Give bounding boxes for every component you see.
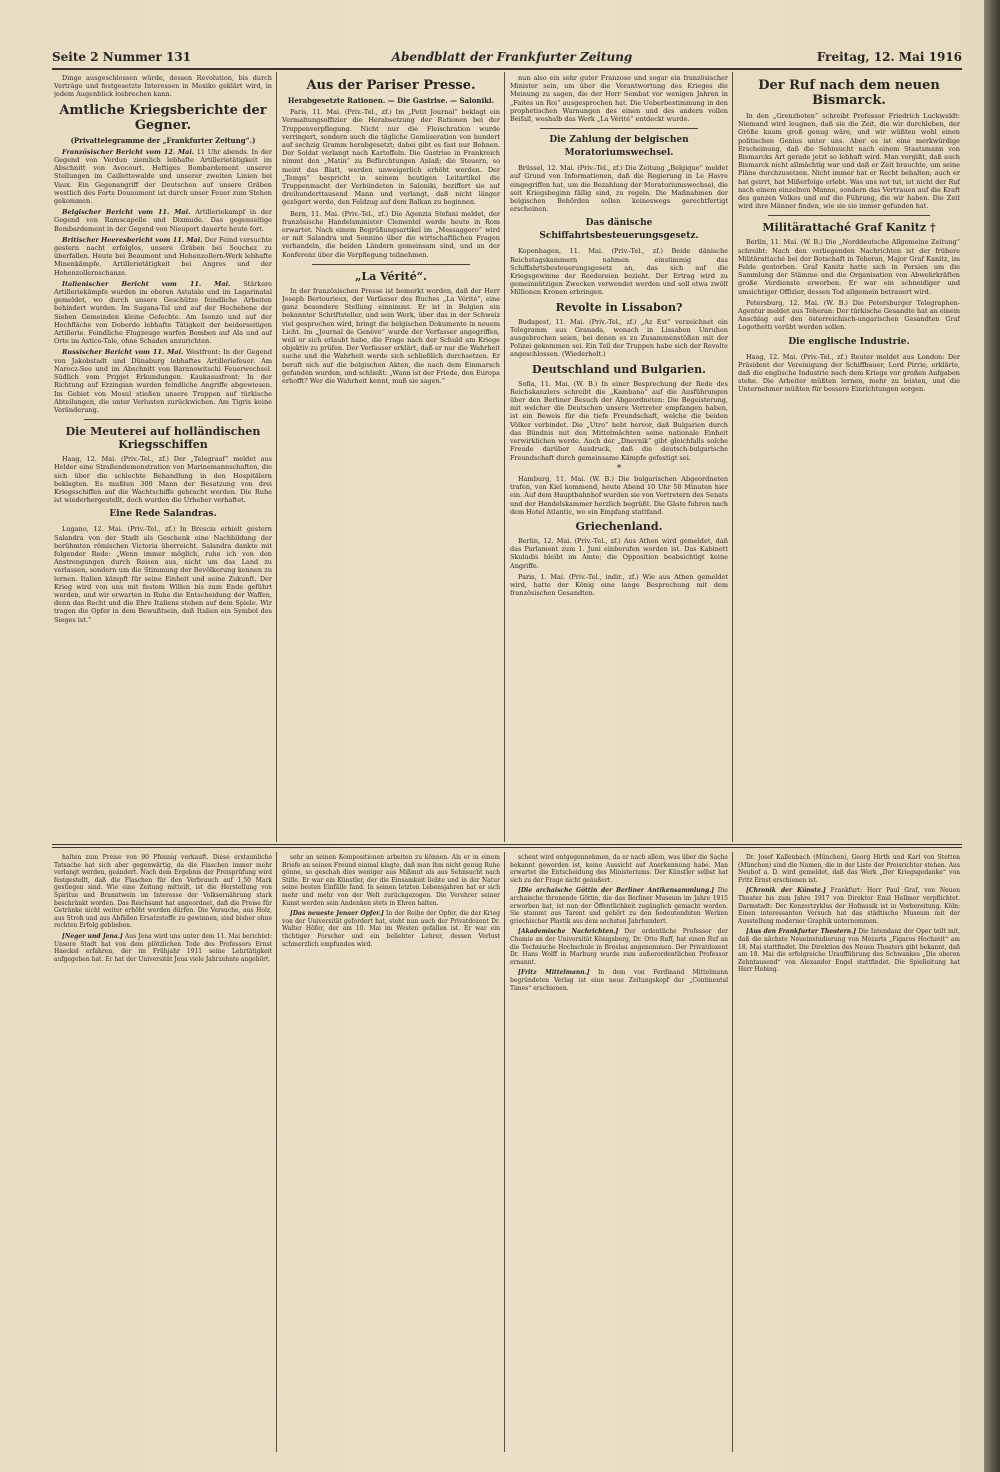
column-3 — [510, 74, 728, 842]
feuilleton-heading: [Neger und Jena.] — [62, 932, 123, 940]
column-1 — [54, 74, 272, 842]
headline-paris-press: Aus der Pariser Presse. — [306, 78, 476, 93]
article-intro: nun also ein sehr guter Franzose und sogar ein französischer Minister sein, um über die Verantwortung des Krieges die Meinung zu sagen, die der Herr Sembat vor wenigen Jahren in „Faites un Roi“ ausgesprochen hat. Die Ueberbestimmung in den prophetischen Warnungen des einen und des andern vollen Beifall, weshalb das Werk „La Vérité“ entdeckt wurde. — [510, 74, 728, 124]
section-text: Stärkere Artilleriekämpfe wurden im oberen Astatale und im Lagarinatal gemeldet, wo durch unsere Geschütze feindliche Arbeiten behindert wurden. Im Sugana-Tal und auf der Hochebene der Sieben Gemeinden kleine Gefechte. Am Isonzo und auf der Hochfläche von Doberdo lebhafte Tätigkeit der beiderseitigen Artillerie. Feindliche Flugzeuge warfen Bomben auf Ala und auf Orte im Astico-Tale, ohne Schaden anzurichten. — [54, 279, 272, 346]
column-rule — [732, 852, 733, 1452]
feuilleton-text: Frankfurt: Herr Paul Graf, von Neuen Theater bis zum Jahre 1917 von Direktor Emil Hellmer verpflichtet. Darmstadt: Der Konzertzyklus der Hofmusik ist in Vorbereitung. Köln: Einen interessanten Versuch hat das städtische Museum mit der Ausstellung moderner Graphik unternommen. — [738, 887, 960, 925]
issue-date: Freitag, 12. Mai 1916 — [816, 50, 962, 64]
feuilleton-heading: [Akademische Nachrichten.] — [518, 928, 619, 936]
headline-greece: Griechenland. — [575, 519, 663, 533]
feuilleton-heading: [Die archaische Göttin der Berliner Antikensammlung.] — [518, 887, 715, 895]
column-rule — [276, 72, 277, 842]
article-text: Paris, 11. Mai. (Priv.-Tel., zf.) Im „Petit Journal“ beklagt ein Vermaltungsoffizier die Herabsetzung der Rationen bei der Truppenverpflegung. Nicht nur die Fleischration wurde verringert, sondern auch die tägliche Gemüseration von hundert auf sechzig Gramm herabgesetzt; dabei gibt es fast nur Bohnen. Der Soldat verlangt nach Kartoffeln. Die Gastrise in Frankreich nimmt den „Matin“ zu Befürchtungen Anlaß; die Steuern, so meint das Blatt, werden unweigerlich erhöht werden. Der „Temps“ bespricht in seinem heutigen Leitartikel die Truppenmacht der Verbündeten in Saloniki, beziffert sie auf dreihunderttausend Mann und verlangt, daß nicht länger gezögert werde, den Feldzug auf dem Balkan zu beginnen. — [282, 108, 500, 207]
column-4 — [738, 74, 960, 842]
page-number: Seite 2 Nummer 131 — [52, 50, 192, 64]
feuilleton-column-2 — [282, 854, 500, 1452]
article-text: Petersburg, 12. Mai. (W. B.) Die Petersburger Telegraphen-Agentur meldet aus Teheran: Der türkische Gesandte hat an einem Anschlag auf den österreichisch-ungarischen Gesandten Graf Logothetti verübt werden sollen. — [738, 298, 960, 332]
feuilleton-heading: [Chronik der Künste.] — [746, 887, 826, 895]
feuilleton-text: Die Intendanz der Oper teilt mit, daß die nächste Neueinstudierung von Mozarts „Figaros Hochzeit“ am 18. Mai stattfindet. Die Direktion des Neuen Theaters gibt bekannt, daß am 18. Mai die erfolgreiche Uraufführung des Schwankes „Die oberen Zehntausend“ von Alexander Engel stattfindet. Die Spielleitung hat Herr Hebing. — [738, 928, 960, 974]
article-text: Berlin, 12. Mai. (Priv.-Tel., zf.) Aus Athen wird gemeldet, daß das Parlament zum 1. Juni einberufen worden ist. Das Kabinett Skuludis bleibt im Amte; die Opposition beabsichtigt keine Angriffe. — [510, 536, 728, 570]
feuilleton-heading: [Das neueste Jenaer Opfer.] — [290, 910, 384, 918]
column-2 — [282, 74, 500, 842]
feuilleton-text: Die archaische thronende Göttin, die das Berliner Museum im Jahre 1915 erworben hat, ist nun der Öffentlichkeit zugänglich gemacht worden. Sie stammt aus Tarent und gehört zu den bedeutendsten Werken griechischer Plastik aus dem sechsten Jahrhundert. — [510, 887, 728, 925]
section-title: Französischer Bericht vom 12. Mai. — [62, 147, 195, 156]
headline-bismarck: Der Ruf nach dem neuen Bismarck. — [758, 78, 940, 108]
feuilleton-text: Dr. Josef Kallenbach (München), Georg Hirth und Karl von Stetten (München) sind die Namen, die in der Liste der Preisrichter stehen. Aus Neuhof a. D. wird gemeldet, daß das Werk „Der Kriegsgedanke“ von Fritz Ernst erschienen ist. — [738, 854, 960, 884]
feuilleton-text: sehr an seinen Kompositionen arbeiten zu können. Als er in einem Briefe an seinen Freund einmal klagte, daß man ihm nicht genug Ruhe gönne, so geschah dies weniger aus Mißmut als aus Sehnsucht nach Stille. Er war ein Künstler, der die Einsamkeit liebte und in der Natur seine besten Einfälle fand. In seinen letzten Lebensjahren hat er sich mehr und mehr von der Welt zurückgezogen. Die Verehrer seiner Kunst werden sein Andenken stets in Ehren halten. — [282, 854, 500, 907]
section-title: Belgischer Bericht vom 11. Mai. — [62, 208, 191, 217]
section-text: Der Feind versuchte gestern nacht erfolglos, unsere Gräben bei Souchez zu überfallen. Heute bei Beaumont und Hohenzollern-Werk lebhafte Minenkämpfe. Artillerietätigkeit bei Angres und der Hohenzollernschanze. — [54, 235, 272, 277]
feuilleton-text: In der Reihe der Opfer, die der Krieg von der Universität gefordert hat, steht nun auch der Privatdozent Dr. Walter Höfer, der am 10. Mai im Westen gefallen ist. Er war ein tüchtiger Forscher und ein beliebter Lehrer, dessen Verlust schmerzlich empfunden wird. — [282, 910, 500, 948]
divider — [84, 419, 242, 420]
section-title: Russischer Bericht vom 11. Mai. — [62, 348, 184, 357]
feuilleton-heading: [Aus den Frankfurter Theatern.] — [746, 928, 857, 936]
section-text: 11 Uhr abends. In der Gegend von Verdun ziemlich lebhafte Artillerietätigkeit im Abschnitt von Avocourt. Heftiges Bombardement unserer Stellungen im Caillettewalde und unserer zweiten Linien bei Vaux. Ein Gegenangriff der Deutschen auf unsere Gräben westlich des Forts Douaumont ist durch unser Feuer zum Stehen gekommen. — [54, 147, 272, 206]
column-rule — [732, 72, 733, 842]
article-text: In den „Grenzboten“ schreibt Professor Friedrich Luckwaldt: Niemand wird leugnen, daß sie die Zeit, die wir durchleben, der Größe kaum groß genug wäre, und wir wüßten wohl einen politischen Genius unter uns. Aber es ist eine merkwürdige Erscheinung, daß die Sehnsucht nach einem Staatsmann von Bismarcks Art gerade jetzt so lebhaft wird. Man vergißt, daß auch Bismarck nicht allmächtig war und daß er Zeit brauchte, um seine Pläne durchzusetzen. Nicht immer hat er Recht behalten; auch er hat geirrt, hat Mißerfolge erlebt. Was uns not tut, ist nicht der Ruf nach einem einzelnen Manne, sondern das Vertrauen auf die Kraft des ganzen Volkes und auf die Führung, die wir haben. Die Zeit wird ihre Männer finden, wie sie sie immer gefunden hat. — [738, 112, 960, 211]
article-text: Haag, 12. Mai. (Priv.-Tel., zf.) Der „Telegraaf“ meldet aus Helder eine Straßendemonstration von Marinemannschaften, die sich über die schlechte Behandlung in den Hospitälern beklagten. Es mußten 300 Mann der Besatzung von drei Kriegsschiffen auf die Wachtschiffe gebracht werden. Die Ruhe ist wiederhergestellt, doch wurden die Urheber verhaftet. — [54, 455, 272, 505]
feuilleton-text: schent wird entgegennehmen, da er nach allem, was über die Sache bekannt geworden ist, keine Aussicht auf Anerkennung habe. Man erwartet die Entscheidung des Ministeriums. Der Künstler selbst hat sich zu der Frage nicht geäußert. — [510, 854, 728, 884]
feuilleton-divider — [52, 844, 962, 845]
headline-english-industry: Die englische Industrie. — [788, 336, 910, 347]
headline-lisbon: Revolte in Lissabon? — [555, 300, 683, 314]
headline-la-verite: „La Vérité“. — [355, 269, 427, 283]
article-text: Berlin, 11. Mai. (W. B.) Die „Norddeutsche Allgemeine Zeitung“ schreibt: Nach den vorliegenden Nachrichten ist der frühere Militärattaché bei der Botschaft in Teheran, Major Graf Kanitz, im Felde gestorben. Graf Kanitz hatte sich in Persien um die Sammlung der Stämme und die Organisation von Abwehrkräften große Verdienste erworben. Er war ein schneidiger und umsichtiger Offizier, dessen Tod allgemein betrauert wird. — [738, 238, 960, 296]
divider — [540, 128, 698, 129]
section-title: Italienischer Bericht vom 11. Mai. — [62, 279, 231, 288]
feuilleton-heading: [Fritz Mittelmann.] — [518, 969, 590, 977]
column-rule — [276, 852, 277, 1452]
separator-star: * — [616, 463, 622, 474]
feuilleton-text: Aus Jena wird uns unter dem 11. Mai berichtet: Unsere Stadt hat von dem plötzlichen Tode des Professors Ernst Haeckel erfahren, der im Frühjahr 1911 seine Lehrtätigkeit aufgegeben hat. Er hat der Universität Jena viele Jahrzehnte angehört. — [54, 932, 272, 963]
headline-war-reports: Amtliche Kriegsberichte der Gegner. — [59, 102, 267, 133]
feuilleton-column-1 — [54, 854, 272, 1452]
divider — [312, 264, 470, 265]
column-rule — [504, 72, 505, 842]
headline-bulgaria: Deutschland und Bulgarien. — [532, 362, 706, 376]
binding-spine — [984, 0, 1000, 1472]
article-text: Sofia, 11. Mai. (W. B.) In einer Besprechung der Rede des Reichskanzlers schreibt die „Kambana“ auf die Ausführungen über den Berliner Besuch der Abgeordneten: Die Begeisterung, mit welcher die Deutschen unsere Vertreter empfangen haben, ist ein Beweis für die tiefe Freundschaft, welche die beiden Völker verbindet. Die „Utro“ hebt hervor, daß Bulgarien durch das Bündnis mit den Mittelmächten seine nationale Einheit verwirklichen werde. Auch der „Dnevnik“ gibt gleichfalls solche Freude darüber Ausdruck, daß die deutsch-bulgarische Freundschaft durch gemeinsame Kämpfe gefestigt sei. — [510, 379, 728, 462]
feuilleton-text: In dem von Ferdinand Mittelmann begründeten Verlag ist eine neue Zeitungskopf der „Continental Times“ erschienen. — [510, 969, 728, 992]
feuilleton-column-4 — [738, 854, 960, 1452]
article-text: Brüssel, 12. Mai. (Priv.-Tel., zf.) Die Zeitung „Belgique“ meldet auf Grund von Informationen, daß die Regierung in Le Havre eingegriffen hat, um die Bezahlung der Moratoriumswechsel, die seit Kriegsbeginn fällig sind, zu regeln. Die Maßnahmen der belgischen Behörden sollen keineswegs gerechtfertigt erscheinen. — [510, 164, 728, 214]
article-text: Bern, 11. Mai. (Priv.-Tel., zf.) Die Agenzia Stefani meldet, der französische Handelsminister Clementel werde heute in Rom erwartet. Nach einem Begrüßungsartikel im „Messaggero“ wird er mit Salandra und Sonnino über die wirtschaftlichen Fragen verhandeln, die beiden Ländern gemeinsam sind, und an der Konferenz über die Verpflegung teilnehmen. — [282, 209, 500, 259]
article-intro: Dinge ausgeschlossen würde, dessen Revolution, bis durch Verträge und festgesetzte Interessen in Mexiko geklärt wird, in jedem Augenblick losbrechen kann. — [54, 74, 272, 99]
headline-mutiny: Die Meuterei auf holländischen Kriegsschiffen — [65, 425, 261, 452]
article-text: Lugano, 12. Mai. (Priv.-Tel., zf.) In Brescia erhielt gestern Salandra von der Stadt als Geschenk eine Nachbildung der berühmten römischen Victoria überreicht. Salandra dankte mit folgender Rede: „Wenn immer möglich, ruhe ich von den Anstrengungen durch Reisen aus, nicht um das Land zu verlassen, sondern um die Stimmung der Bevölkerung kennen zu lernen. Italien kämpft für seine Einheit und seine Zukunft. Der Krieg wird von uns mit festem Willen bis zum Ende geführt werden, und wir erwarten in Ruhe die Entscheidung der Waffen, denn das Recht und die Ehre Italiens stehen auf dem Spiele. Wir tragen die Opfer in dem Bewußtsein, daß Italien ein Symbol des Sieges ist.“ — [54, 525, 272, 624]
article-text: Kopenhagen, 11. Mai. (Priv.-Tel., zf.) Beide dänische Reichstagskammern nahmen einstimmig das Schiffahrtsbesteuerungsgesetz an, das sich auf die Kriegsgewinne der Reedereien bezieht. Der Ertrag wird zu gemeinnützigen Zwecken verwendet werden und soll etwa zwölf Millionen Kronen erbringen. — [510, 247, 728, 297]
section-title: Britischer Heeresbericht vom 11. Mai. — [62, 235, 203, 244]
article-text: Hamburg, 11. Mai. (W. B.) Die bulgarischen Abgeordneten trafen, von Kiel kommend, heute Abend 10 Uhr 50 Minuten hier ein. Auf dem Hauptbahnhof wurden sie von Vertretern des Senats und der Handelskammer herzlich begrüßt. Die Gäste fuhren nach dem Hotel Atlantic, wo ein Empfang stattfand. — [510, 474, 728, 516]
headline-danish-shipping: Das dänische Schiffahrtsbesteuerungsgesetz. — [539, 218, 699, 242]
newspaper-title: Abendblatt der Frankfurter Zeitung — [391, 50, 633, 64]
feuilleton-text: Der ordentliche Professor der Chemie an der Universität Königsberg, Dr. Otto Ruff, hat einen Ruf an die Technische Hochschule in Breslau angenommen. Der Privatdozent Dr. Hans Wolff in Marburg wurde zum außerordentlichen Professor ernannt. — [510, 928, 728, 966]
feuilleton-text: halten zum Preise von 90 Pfennig verkauft. Diese erstaunliche Tatsache hat sich aber gegenwärtig, da die Flaschen immer mehr verlangt werden, geändert. Nach dem Ergebnis der Preisprüfung wird festgestellt, daß die Flaschen für den Verbrauch auf 1,50 Mark gestiegen sind. Wie eine Zeitung mitteilt, ist die Herstellung von Spiritus und Branntwein im Interesse der Volksernährung stark beschränkt worden. Das Reichsamt hat angeordnet, daß die Preise für Getränke nicht weiter erhöht werden dürfen. Die Versuche, aus Holz, aus Stroh und aus Abfällen Ersatzstoffe zu gewinnen, sind bisher ohne rechten Erfolg geblieben. — [54, 854, 272, 930]
article-text: In der französischen Presse ist bemerkt worden, daß der Herr Joseph Bertourieux, der Verfasser des Buches „La Vérité“, eine ganz besondere Stellung einnimmt. Er ist in Belgien ein bekannter Schriftsteller, und sein Werk, über das in der Schweiz viel gesprochen wird, bringt die belgischen Dokumente in neuem Licht. Im „Journal de Genève“ wurde der Verfasser angegriffen, weil er sich erlaubt habe, die Frage nach der Schuld am Kriege objektiv zu prüfen. Der Verfasser erklärt, daß er nur die Wahrheit suche und die Wahrheit werde sich schließlich durchsetzen. Er beruft sich auf die belgischen Akten, die nach dem Einmarsch gefunden wurden, und schließt: „Wann ist der Friede, den Europa erhofft? Wer die Wahrheit kennt, muß sie sagen.“ — [282, 286, 500, 386]
section-text: Westfront: In der Gegend von Jakobstadt und Dünaburg lebhaftes Artilleriefeuer. Am Narocz-See und im Abschnitt von Baranowitschi Feuerwechsel. Südlich vom Pripjet Erkundungen. Kaukasusfront: In der Richtung auf Erzingian wurden feindliche Angriffe abgewiesen. Im Gebiet von Mosul stießen unsere Truppen auf türkische Abteilungen, die unter Verlusten zurückwichen. Am Tigris keine Veränderung. — [54, 348, 272, 414]
section-text: Artilleriekampf in der Gegend von Ramscapelle und Dixmude. Das gegenseitige Bombardement in der Gegend von Nieuport dauerte heute fort. — [54, 208, 272, 233]
feuilleton-divider — [52, 847, 962, 848]
headline-salandra: Eine Rede Salandras. — [109, 509, 217, 520]
feuilleton-column-3 — [510, 854, 728, 1452]
article-text: Budapest, 11. Mai. (Priv.-Tel., zf.) „Az Est“ verzeichnet ein Telegramm aus Granada, wonach in Lissabon Unruhen ausgebrochen seien, bei denen es zu Zusammenstößen mit der Polizei gekommen sei. Ein Teil der Truppen habe sich der Revolte angeschlossen. (Wiederholt.) — [510, 317, 728, 359]
article-text: Haag, 12. Mai. (Priv.-Tel., zf.) Reuter meldet aus London: Der Präsident der Vereinigung der Schiffbauer, Lord Pirrie, erklärte, daß die englische Industrie nach dem Kriege vor großen Aufgaben stehe. Die Arbeiter müßten lernen, mehr zu leisten, und die Unternehmer müßten für bessere Einrichtungen sorgen. — [738, 352, 960, 394]
column-rule — [504, 852, 505, 1452]
subheadline: (Privattelegramme der „Frankfurter Zeitung“.) — [70, 135, 256, 145]
divider — [768, 215, 930, 216]
subheadline: Herabgesetzte Rationen. — Die Gastrise. — Saloniki. — [287, 96, 495, 105]
article-text: Paris, 1. Mai. (Priv.-Tel., indir., zf.) Wie aus Athen gemeldet wird, hatte der König eine lange Besprechung mit dem französischen Gesandten. — [510, 572, 728, 598]
headline-kanitz: Militärattaché Graf Kanitz † — [762, 221, 936, 235]
masthead — [52, 48, 962, 70]
headline-moratorium: Die Zahlung der belgischen Moratoriumswechsel. — [549, 135, 689, 159]
